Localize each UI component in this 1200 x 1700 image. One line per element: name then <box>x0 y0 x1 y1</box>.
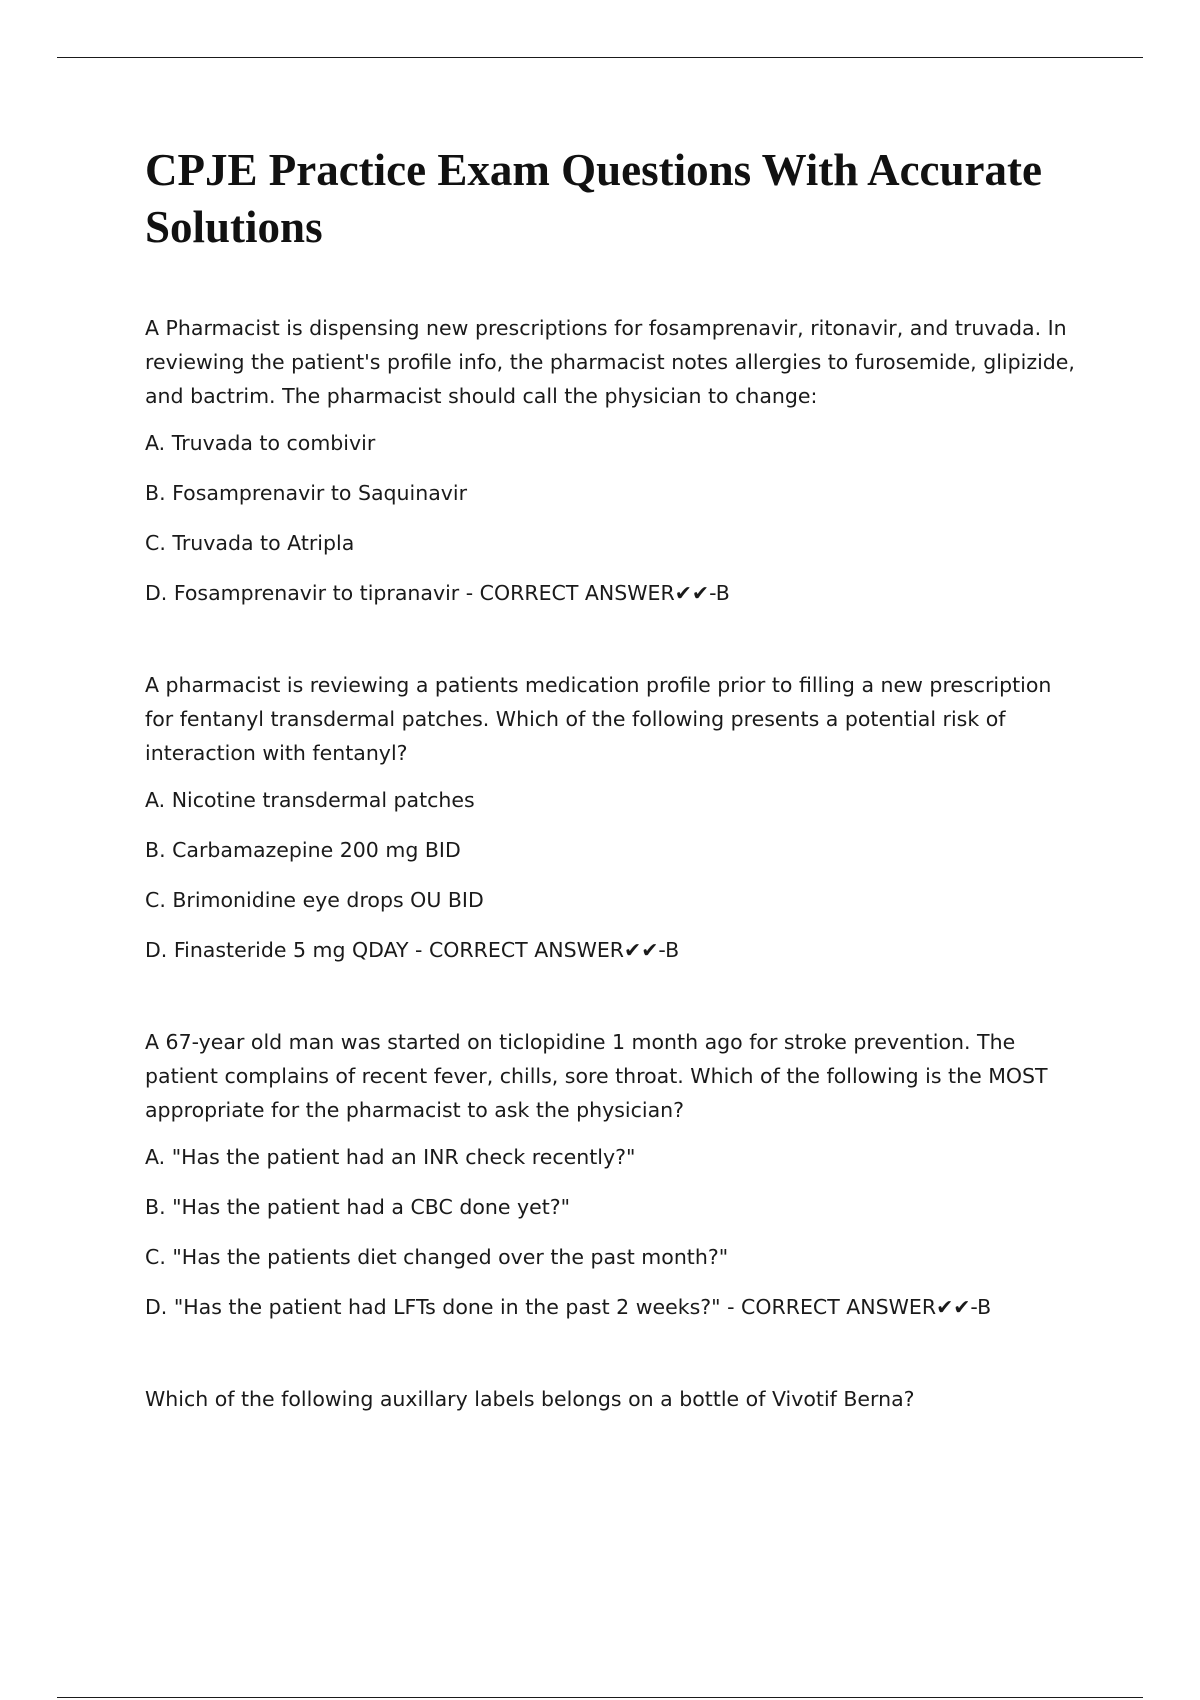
question-block-2 <box>145 668 1085 967</box>
answer-option-d: D. Finasteride 5 mg QDAY - CORRECT ANSWER✔✔-B <box>145 938 680 962</box>
answer-option-b: B. Fosamprenavir to Saquinavir <box>145 481 468 505</box>
question-text: A Pharmacist is dispensing new prescriptions for fosamprenavir, ritonavir, and truvada. In reviewing the patient's profile info, the pharmacist notes allergies to furosemide, glipizide, and bactrim. The pharmacist should call the physician to change: <box>145 316 1075 408</box>
answer-option-c: C. "Has the patients diet changed over the past month?" <box>145 1245 729 1269</box>
answer-option-b: B. Carbamazepine 200 mg BID <box>145 838 461 862</box>
question-text: A pharmacist is reviewing a patients medication profile prior to filling a new prescription for fentanyl transdermal patches. Which of the following presents a potential risk of interaction with fentanyl? <box>145 673 1052 765</box>
answer-option-c: C. Brimonidine eye drops OU BID <box>145 888 484 912</box>
footer-rule <box>57 1697 1143 1698</box>
question-block-4 <box>145 1382 1085 1416</box>
answer-option-a: A. Truvada to combivir <box>145 431 376 455</box>
answer-option-d: D. "Has the patient had LFTs done in the past 2 weeks?" - CORRECT ANSWER✔✔-B <box>145 1295 992 1319</box>
question-block-1 <box>145 311 1085 610</box>
header-rule <box>57 57 1143 58</box>
answer-option-c: C. Truvada to Atripla <box>145 531 355 555</box>
document-body <box>145 142 1085 1429</box>
answer-option-d: D. Fosamprenavir to tipranavir - CORRECT ANSWER✔✔-B <box>145 581 730 605</box>
question-block-3 <box>145 1025 1085 1324</box>
answer-option-a: A. "Has the patient had an INR check recently?" <box>145 1145 636 1169</box>
answer-option-a: A. Nicotine transdermal patches <box>145 788 475 812</box>
question-text: A 67-year old man was started on ticlopidine 1 month ago for stroke prevention. The patient complains of recent fever, chills, sore throat. Which of the following is the MOST appropriate for the pharmacist to ask the physician? <box>145 1030 1048 1122</box>
question-text: Which of the following auxillary labels belongs on a bottle of Vivotif Berna? <box>145 1387 915 1411</box>
answer-option-b: B. "Has the patient had a CBC done yet?" <box>145 1195 571 1219</box>
page-title: CPJE Practice Exam Questions With Accurate Solutions <box>145 145 1042 252</box>
